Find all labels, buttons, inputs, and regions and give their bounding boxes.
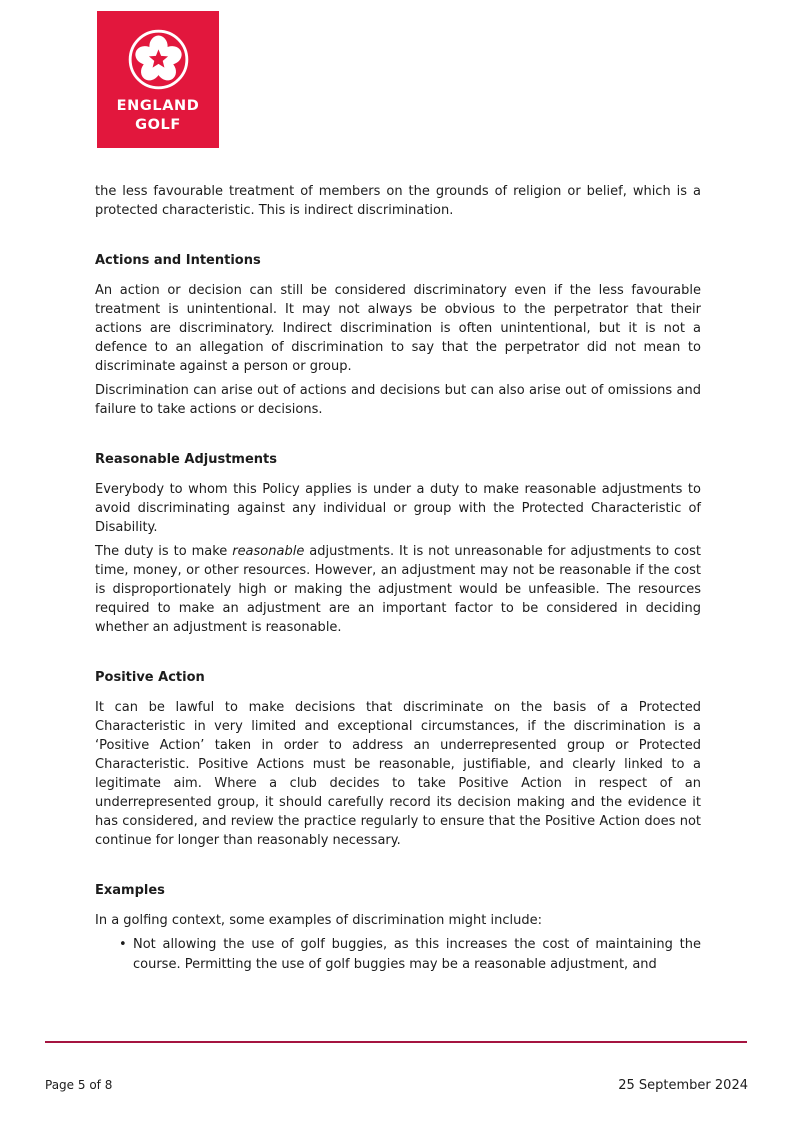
bullet-icon: • (119, 937, 127, 952)
paragraph: In a golfing context, some examples of discrimination might include: (95, 913, 542, 928)
list-item-text: Not allowing the use of golf buggies, as this increases the cost of maintaining the course. Permitting the use of golf buggies may be a reasonable adjustment, and (133, 937, 701, 972)
paragraph: Discrimination can arise out of actions and decisions but can also arise out of omissions and failure to take actions or decisions. (95, 383, 701, 417)
paragraph (95, 542, 701, 637)
paragraph-text: adjustments. It is not unreasonable for adjustments to cost time, money, or other resources. However, an adjustment may not be reasonable if the cost is disproportionately high or making the adjustment would be unfeasible. The resources required to make an adjustment are an important factor to be considered in deciding whether an adjustment is reasonable. (95, 544, 702, 635)
england-golf-logo (97, 11, 219, 148)
emphasized-word: reasonable (232, 544, 305, 559)
section-heading-reasonable-adjustments: Reasonable Adjustments (95, 452, 277, 467)
paragraph: An action or decision can still be considered discriminatory even if the less favourable treatment is unintentional. It may not always be obvious to the perpetrator that their actions are discriminatory. Indirect discrimination is often unintentional, but it is not a defence to an allegation of discrimination to say that the perpetrator did not mean to discriminate against a person or group. (95, 283, 701, 374)
paragraph-continuation: the less favourable treatment of members on the grounds of religion or belief, which is a protected characteristic. This is indirect discrimination. (95, 184, 701, 218)
paragraph: Everybody to whom this Policy applies is under a duty to make reasonable adjustments to avoid discriminating against any individual or group with the Protected Characteristic of Disability. (95, 482, 701, 535)
footer-divider (45, 1041, 747, 1043)
document-date: 25 September 2024 (618, 1078, 748, 1093)
list-item (95, 935, 701, 975)
section-heading-actions-and-intentions: Actions and Intentions (95, 253, 261, 268)
examples-list (95, 935, 701, 975)
paragraph-text: The duty is to make (95, 544, 233, 559)
paragraph: It can be lawful to make decisions that discriminate on the basis of a Protected Characteristic in very limited and exceptional circumstances, if the discrimination is a ‘Positive Action’ taken in order to address an underrepresented group or Protected Characteristic. Positive Actions must be reasonable, justifiable, and clearly linked to a legitimate aim. Where a club decides to take Positive Action in respect of an underrepresented group, it should carefully record its decision making and the evidence it has considered, and review the practice regularly to ensure that the Positive Action does not continue for longer than reasonably necessary. (95, 700, 701, 848)
document-body (95, 182, 701, 975)
logo-text-line1: ENGLAND (116, 98, 200, 114)
logo-text-line2: GOLF (135, 117, 181, 133)
page-number: Page 5 of 8 (45, 1078, 113, 1092)
tudor-rose-icon (127, 28, 190, 91)
page-footer (45, 1078, 748, 1093)
section-heading-positive-action: Positive Action (95, 670, 205, 685)
section-heading-examples: Examples (95, 883, 165, 898)
logo-wordmark (117, 97, 200, 135)
